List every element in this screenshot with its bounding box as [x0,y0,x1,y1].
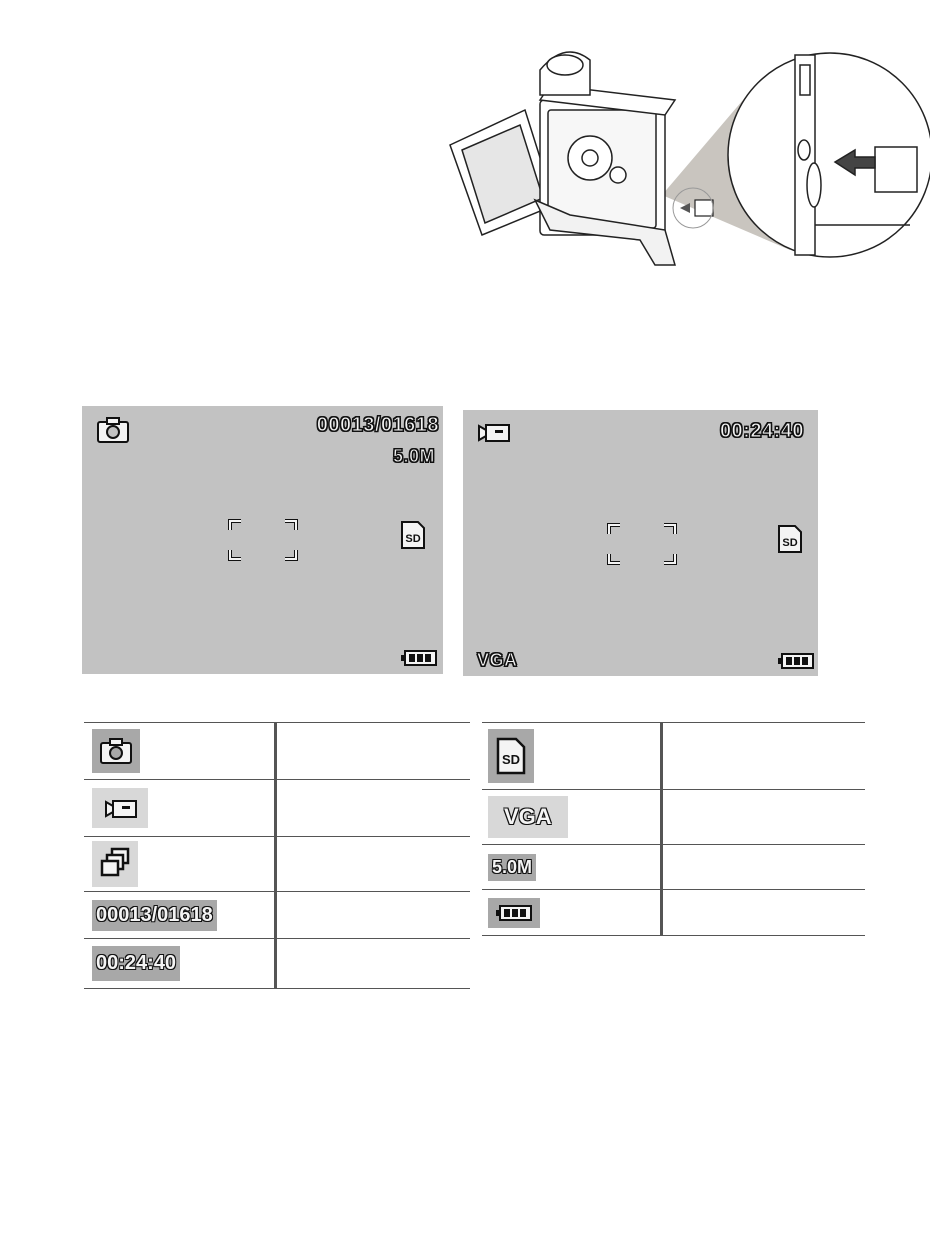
video-size-indicator: VGA [477,650,518,670]
legend-row-burst [84,837,470,892]
video-mode-screen [463,410,818,676]
camera-icon [96,416,130,444]
burst-mode-icon [92,841,138,887]
icon-legend-right [482,722,865,936]
legend-description [662,845,866,890]
record-timer-label: 00:24:40 [96,952,177,974]
video-size-swatch [488,796,568,838]
image-size-indicator: 5.0M [392,446,435,466]
sd-card-icon [777,524,803,554]
camera-sd-card-illustration [440,40,930,280]
shot-counter-label: 00013/01618 [96,903,213,926]
legend-description [276,780,471,837]
svg-text:SD: SD [782,537,798,549]
legend-row-counter [84,892,470,939]
legend-row-sd [482,723,865,790]
focus-frame [606,522,678,566]
shot-counter: 00013/01618 [316,414,439,436]
image-size-label: 5.0M [492,856,533,877]
legend-description [276,892,471,939]
svg-text:SD: SD [501,752,521,767]
photo-mode-screen [82,406,443,674]
record-timer: 00:24:40 [719,420,804,442]
legend-row-camera [84,723,470,780]
focus-frame [227,518,299,562]
legend-description [662,790,866,845]
battery-icon [488,898,540,928]
legend-row-timer [84,939,470,989]
battery-icon [777,652,815,670]
svg-text:SD: SD [405,533,421,545]
video-camera-icon [92,788,148,828]
shot-counter-swatch [92,900,217,931]
legend-row-battery [482,890,865,936]
legend-row-image-size [482,845,865,890]
image-size-swatch [488,854,536,881]
video-size-label: VGA [504,804,552,829]
legend-description [276,939,471,989]
legend-description [276,723,471,780]
sd-card-icon [488,729,534,783]
legend-description [276,837,471,892]
legend-description [662,890,866,936]
legend-row-video [84,780,470,837]
legend-row-vga [482,790,865,845]
camera-icon [92,729,140,773]
battery-icon [400,649,438,667]
sd-slot-zoom [728,53,930,257]
video-camera-icon [477,422,511,444]
record-timer-swatch [92,946,180,981]
icon-legend-left [84,722,470,989]
legend-description [662,723,866,790]
sd-card-icon [400,520,426,550]
